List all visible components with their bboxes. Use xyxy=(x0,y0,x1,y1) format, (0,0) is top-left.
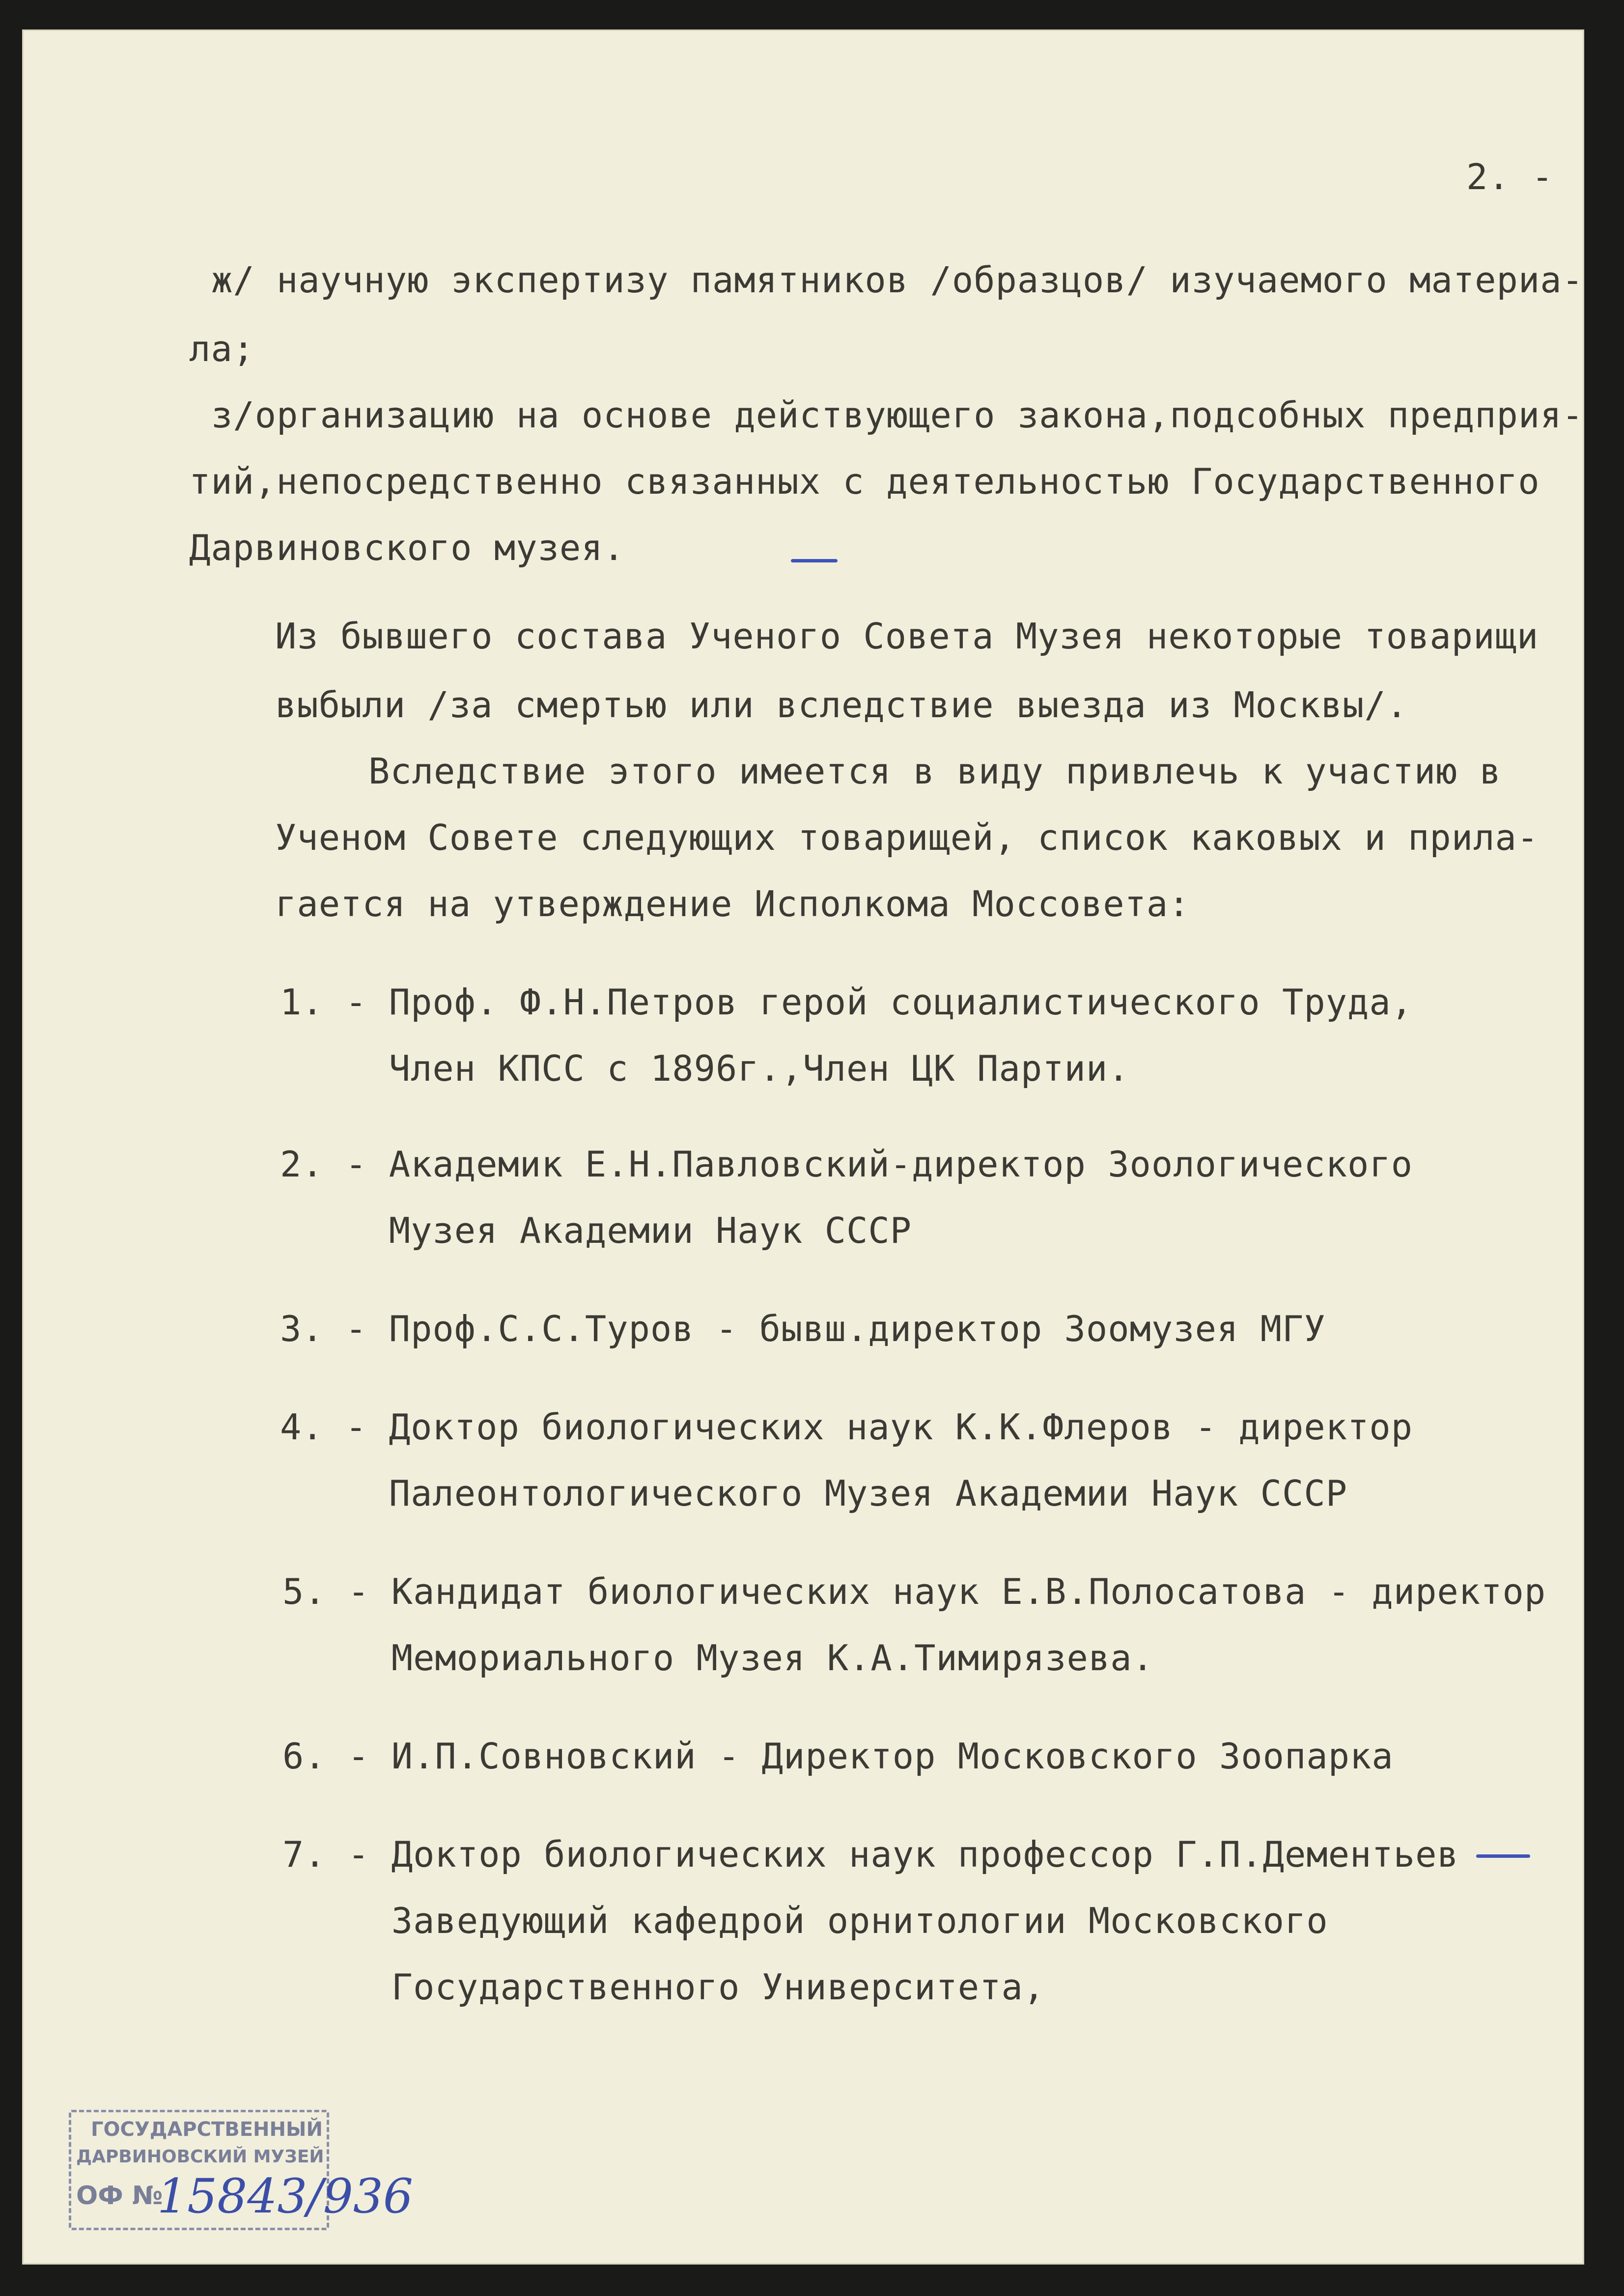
list-item-line: 7. - Доктор биологических наук профессор Г.П.Дементьев xyxy=(282,1834,1459,1875)
list-item-line: 3. - Проф.С.С.Туров - бывш.директор Зоомузея МГУ xyxy=(280,1308,1326,1349)
paragraph-line: гается на утверждение Исполкома Моссовета: xyxy=(275,883,1190,924)
paragraph-line: выбыли /за смертью или вследствие выезда из Москвы/. xyxy=(275,684,1408,726)
list-item-line: Член КПСС с 1896г.,Член ЦК Партии. xyxy=(280,1048,1130,1089)
list-item-line: 5. - Кандидат биологических наук Е.В.Полосатова - директор xyxy=(282,1571,1546,1612)
stamp-fund-label: ОФ № xyxy=(76,2181,163,2211)
ink-dash-mark xyxy=(1476,1854,1530,1858)
list-item-line: 6. - И.П.Совновский - Директор Московского Зоопарка xyxy=(282,1736,1394,1777)
list-item-line: 4. - Доктор биологических наук К.К.Флеров - директор xyxy=(280,1406,1413,1448)
stamp-title-line: ГОСУДАРСТВЕННЫЙ xyxy=(91,2118,323,2141)
stamp-inventory-number: 15843/936 xyxy=(157,2169,413,2224)
paragraph-line: тий,непосредственно связанных с деятельностью Государственного xyxy=(189,461,1540,502)
document-page xyxy=(22,29,1584,2265)
paragraph-line: Ученом Совете следующих товарищей, список каковых и прила- xyxy=(275,817,1539,858)
paragraph-line: Вследствие этого имеется в виду привлечь к участию в xyxy=(368,751,1502,792)
paragraph-line: Дарвиновского музея. xyxy=(189,527,625,568)
list-item-line: Палеонтологического Музея Академии Наук СССР xyxy=(280,1473,1348,1514)
list-item-line: Мемориального Музея К.А.Тимирязева. xyxy=(282,1637,1154,1679)
archive-stamp xyxy=(69,2110,413,2230)
list-item-line: 2. - Академик Е.Н.Павловский-директор Зоологического xyxy=(280,1144,1413,1185)
stamp-museum-line: ДАРВИНОВСКИЙ МУЗЕЙ xyxy=(76,2147,324,2167)
paragraph-line: ла; xyxy=(189,328,255,369)
list-item-line: Музея Академии Наук СССР xyxy=(280,1210,912,1251)
list-item-line: 1. - Проф. Ф.Н.Петров герой социалистического Труда, xyxy=(280,981,1413,1023)
ink-dash-mark xyxy=(791,559,838,562)
list-item-line: Государственного Университета, xyxy=(282,1966,1045,2008)
paragraph-line: з/организацию на основе действующего закона,подсобных предприя- xyxy=(211,394,1584,436)
list-item-line: Заведующий кафедрой орнитологии Московского xyxy=(282,1900,1328,1941)
paragraph-line: Из бывшего состава Ученого Совета Музея некоторые товарищи xyxy=(275,616,1539,657)
paragraph-line: ж/ научную экспертизу памятников /образцов/ изучаемого материа- xyxy=(211,259,1584,301)
page-number: 2. - xyxy=(1466,156,1554,197)
